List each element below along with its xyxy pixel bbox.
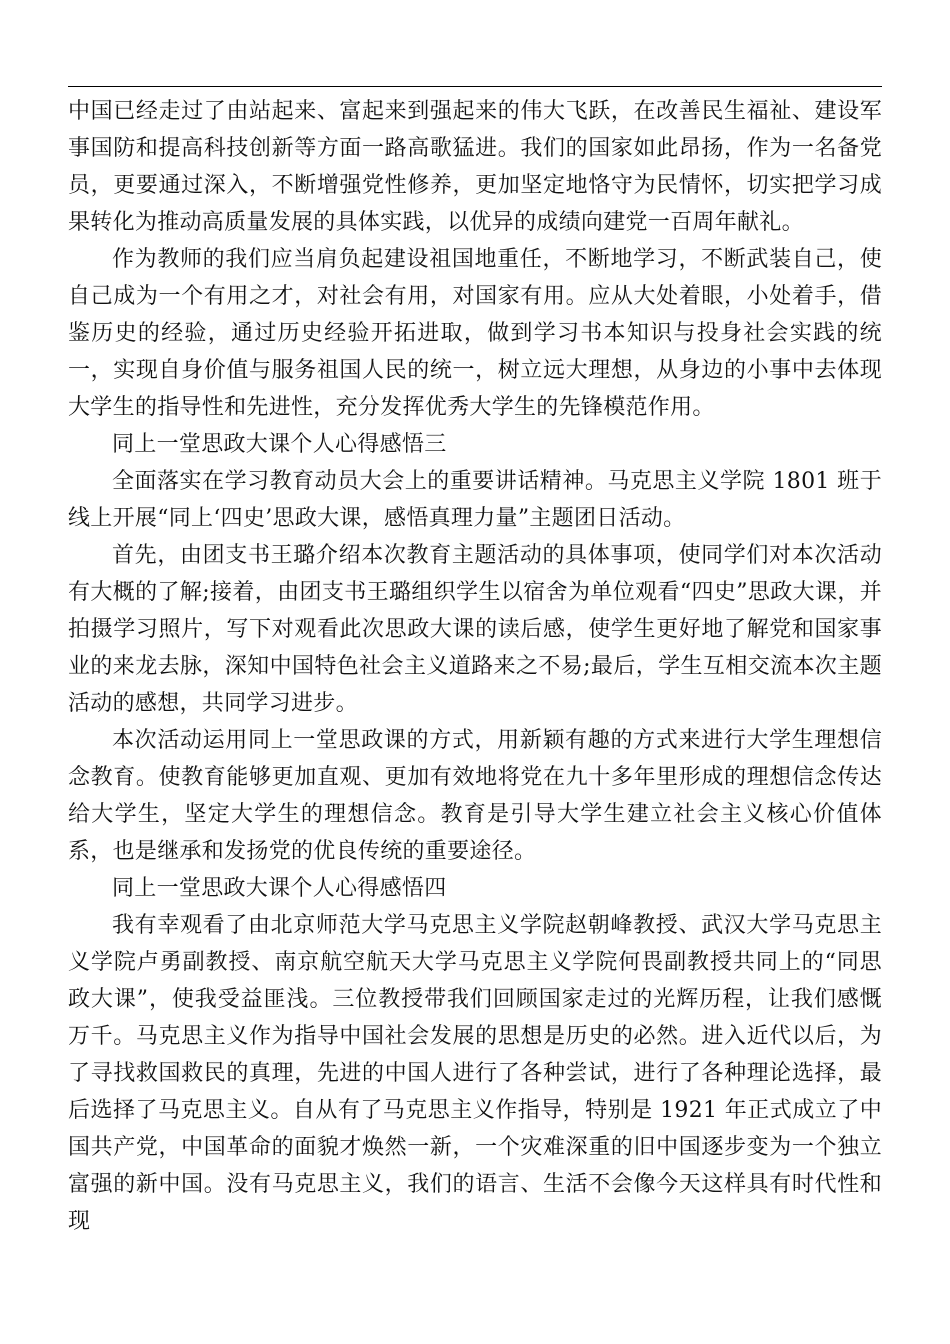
section-heading-3: 同上一堂思政大课个人心得感悟三 [112,432,447,457]
paragraph-2: 作为教师的我们应当肩负起建设祖国地重任，不断地学习，不断武装自己，使自己成为一个有用之才，对社会有用，对国家有用。应从大处着眼，小处着手，借鉴历史的经验，通过历史经验开拓进取，做到学习书本知识与投身社会实践的统一，实现自身价值与服务祖国人民的统一，树立远大理想，从身边的小事中去体现大学生的指导性和先进性，充分发挥优秀大学生的先锋模范作用。 [68,247,882,420]
paragraph-3: 全面落实在学习教育动员大会上的重要讲话精神。马克思主义学院 1801 班于线上开展“同上‘四史’思政大课，感悟真理力量”主题团日活动。 [68,469,882,531]
paragraph-6: 我有幸观看了由北京师范大学马克思主义学院赵朝峰教授、武汉大学马克思主义学院卢勇副教授、南京航空航天大学马克思主义学院何畏副教授共同上的“同思政大课”，使我受益匪浅。三位教授带我们回顾国家走过的光辉历程，让我们感慨万千。马克思主义作为指导中国社会发展的思想是历史的必然。进入近代以后，为了寻找救国救民的真理，先进的中国人进行了各种尝试，进行了各种理论选择，最后选择了马克思主义。自从有了马克思主义作指导，特别是 1921 年正式成立了中国共产党，中国革命的面貌才焕然一新，一个灾难深重的旧中国逐步变为一个独立富强的新中国。没有马克思主义，我们的语言、生活不会像今天这样具有时代性和现 [68,913,882,1234]
paragraph-4: 首先，由团支书王璐介绍本次教育主题活动的具体事项，使同学们对本次活动有大概的了解;接着，由团支书王璐组织学生以宿舍为单位观看“四史”思政大课，并拍摄学习照片，写下对观看此次思政大课的读后感，使学生更好地了解党和国家事业的来龙去脉，深知中国特色社会主义道路来之不易;最后，学生互相交流本次主题活动的感想，共同学习进步。 [68,543,882,716]
paragraph-1: 中国已经走过了由站起来、富起来到强起来的伟大飞跃，在改善民生福祉、建设军事国防和提高科技创新等方面一路高歌猛进。我们的国家如此昂扬，作为一名备党员，更要通过深入，不断增强党性修养，更加坚定地恪守为民情怀，切实把学习成果转化为推动高质量发展的具体实践，以优异的成绩向建党一百周年献礼。 [68,99,882,235]
section-heading-4: 同上一堂思政大课个人心得感悟四 [112,876,447,901]
paragraph-5: 本次活动运用同上一堂思政课的方式，用新颖有趣的方式来进行大学生理想信念教育。使教育能够更加直观、更加有效地将党在九十多年里形成的理想信念传达给大学生，坚定大学生的理想信念。教育是引导大学生建立社会主义核心价值体系，也是继承和发扬党的优良传统的重要途径。 [68,728,882,864]
document-page [68,0,882,1344]
header-rule [68,86,882,87]
document-body [68,93,882,1240]
